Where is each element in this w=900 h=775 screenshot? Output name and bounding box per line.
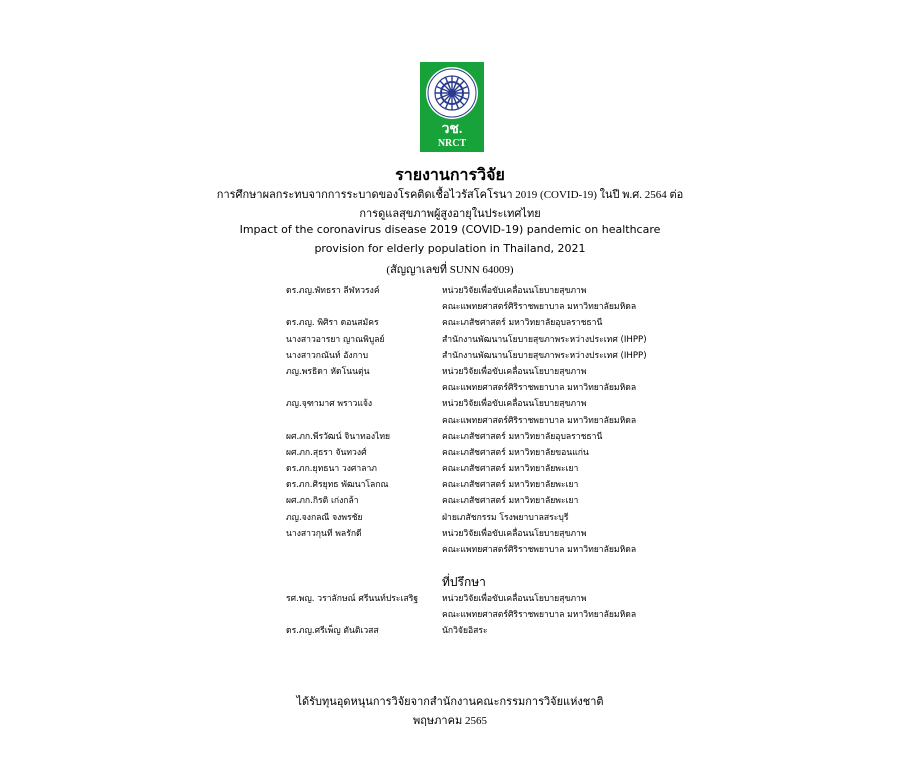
advisor-name: ดร.ภญ.ศรีเพ็ญ ตันติเวสส (286, 626, 379, 637)
researcher-affiliation: สำนักงานพัฒนานโยบายสุขภาพระหว่างประเทศ (IHPP) (442, 350, 647, 361)
researcher-row (0, 477, 900, 493)
nrct-logo (420, 62, 484, 152)
researcher-name: ผศ.ภก.กิรติ เก่งกล้า (286, 496, 359, 507)
researcher-row (0, 542, 900, 558)
researcher-affiliation: คณะเภสัชศาสตร์ มหาวิทยาลัยพะเยา (442, 464, 579, 475)
researcher-affiliation: หน่วยวิจัยเพื่อขับเคลื่อนนโยบายสุขภาพ (442, 366, 587, 377)
researcher-name: ดร.ภญ. พิศิรา ดอนสมัคร (286, 318, 379, 329)
researcher-name: ภญ.จงกลณี จงพรชัย (286, 512, 363, 523)
researcher-row (0, 510, 900, 526)
researcher-name: ดร.ภก.ศิรยุทธ พัฒนาโลกณ (286, 480, 389, 491)
researcher-row (0, 413, 900, 429)
researcher-affiliation: คณะแพทยศาสตร์ศิริราชพยาบาล มหาวิทยาลัยมหิดล (442, 545, 637, 555)
researcher-name: ภญ.พรธิดา หัดโนนตุ่น (286, 366, 370, 377)
researcher-affiliation: คณะแพทยศาสตร์ศิริราชพยาบาล มหาวิทยาลัยมหิดล (442, 415, 637, 426)
researcher-row (0, 461, 900, 477)
researcher-row (0, 332, 900, 348)
researcher-row (0, 493, 900, 509)
researcher-name: ผศ.ภก.พีรวัฒน์ จินาทองไทย (286, 431, 391, 442)
researcher-name: นางสาวกณันท์ อังกาบ (286, 350, 369, 361)
researcher-name: ดร.ภก.ยุทธนา วงศาลาภ (286, 464, 377, 475)
nrct-seal-icon (426, 67, 478, 119)
advisor-affiliation: นักวิจัยอิสระ (442, 626, 488, 637)
report-date: พฤษภาคม 2565 (413, 715, 487, 727)
advisors-heading: ที่ปรึกษา (442, 575, 486, 589)
logo-text-en: NRCT (437, 138, 467, 149)
researcher-row (0, 283, 900, 299)
researcher-affiliation: คณะเภสัชศาสตร์ มหาวิทยาลัยพะเยา (442, 496, 579, 507)
report-title: รายงานการวิจัย (395, 167, 505, 184)
title-en-line-1: Impact of the coronavirus disease 2019 (COVID-19) pandemic on healthcare (239, 223, 661, 236)
title-en-line-2: provision for elderly population in Thailand, 2021 (314, 242, 586, 255)
researcher-name: ภญ.จุฑามาศ พราวแจ้ง (286, 399, 373, 410)
researcher-name: นางสาวกุนที พลรักดี (286, 528, 362, 539)
researcher-row (0, 299, 900, 315)
nrct-wordmark (420, 119, 484, 152)
researcher-row (0, 315, 900, 331)
researcher-affiliation: คณะเภสัชศาสตร์ มหาวิทยาลัยอุบลราชธานี (442, 318, 603, 329)
title-th-line-2: การดูแลสุขภาพผู้สูงอายุในประเทศไทย (359, 208, 541, 220)
researcher-name: ผศ.ภก.สุธรา จันทวงศ์ (286, 447, 367, 458)
advisor-row (0, 623, 900, 639)
research-team-list (0, 283, 900, 558)
advisor-name: รศ.พญ. วราลักษณ์ ศรีนนท์ประเสริฐ (286, 594, 419, 604)
researcher-affiliation: หน่วยวิจัยเพื่อขับเคลื่อนนโยบายสุขภาพ (442, 286, 587, 296)
researcher-row (0, 429, 900, 445)
researcher-affiliation: คณะเภสัชศาสตร์ มหาวิทยาลัยขอนแก่น (442, 447, 589, 458)
researcher-affiliation: คณะเภสัชศาสตร์ มหาวิทยาลัยพะเยา (442, 480, 579, 491)
researcher-row (0, 364, 900, 380)
advisor-affiliation: คณะแพทยศาสตร์ศิริราชพยาบาล มหาวิทยาลัยมหิดล (442, 610, 637, 621)
researcher-affiliation: คณะแพทยศาสตร์ศิริราชพยาบาล มหาวิทยาลัยมหิดล (442, 383, 637, 394)
funding-statement: ได้รับทุนอุดหนุนการวิจัยจากสำนักงานคณะกรรมการวิจัยแห่งชาติ (296, 696, 604, 708)
contract-number: (สัญญาเลขที่ SUNN 64009) (386, 264, 514, 276)
researcher-affiliation: คณะแพทยศาสตร์ศิริราชพยาบาล มหาวิทยาลัยมหิดล (442, 302, 637, 313)
advisor-row (0, 607, 900, 623)
researcher-row (0, 380, 900, 396)
researcher-affiliation: ฝ่ายเภสัชกรรม โรงพยาบาลสระบุรี (442, 512, 569, 523)
researcher-affiliation: สำนักงานพัฒนานโยบายสุขภาพระหว่างประเทศ (IHPP) (442, 334, 647, 345)
researcher-name: ดร.ภญ.พัทธรา ลีฬหวรงค์ (286, 286, 380, 296)
researcher-row (0, 396, 900, 412)
logo-text-th: วช. (441, 122, 463, 137)
researcher-affiliation: หน่วยวิจัยเพื่อขับเคลื่อนนโยบายสุขภาพ (442, 528, 587, 539)
advisor-row (0, 591, 900, 607)
researcher-affiliation: คณะเภสัชศาสตร์ มหาวิทยาลัยอุบลราชธานี (442, 431, 603, 442)
researcher-row (0, 348, 900, 364)
advisor-affiliation: หน่วยวิจัยเพื่อขับเคลื่อนนโยบายสุขภาพ (442, 594, 587, 604)
title-th-line-1: การศึกษาผลกระทบจากการระบาดของโรคติดเชื้อไวรัสโคโรนา 2019 (COVID-19) ในปี พ.ศ. 2564 ต่อ (216, 189, 684, 201)
researcher-row (0, 526, 900, 542)
researcher-name: นางสาวอารยา ญาณพิบูลย์ (286, 334, 385, 345)
researcher-affiliation: หน่วยวิจัยเพื่อขับเคลื่อนนโยบายสุขภาพ (442, 399, 587, 410)
advisors-list (0, 591, 900, 640)
researcher-row (0, 445, 900, 461)
